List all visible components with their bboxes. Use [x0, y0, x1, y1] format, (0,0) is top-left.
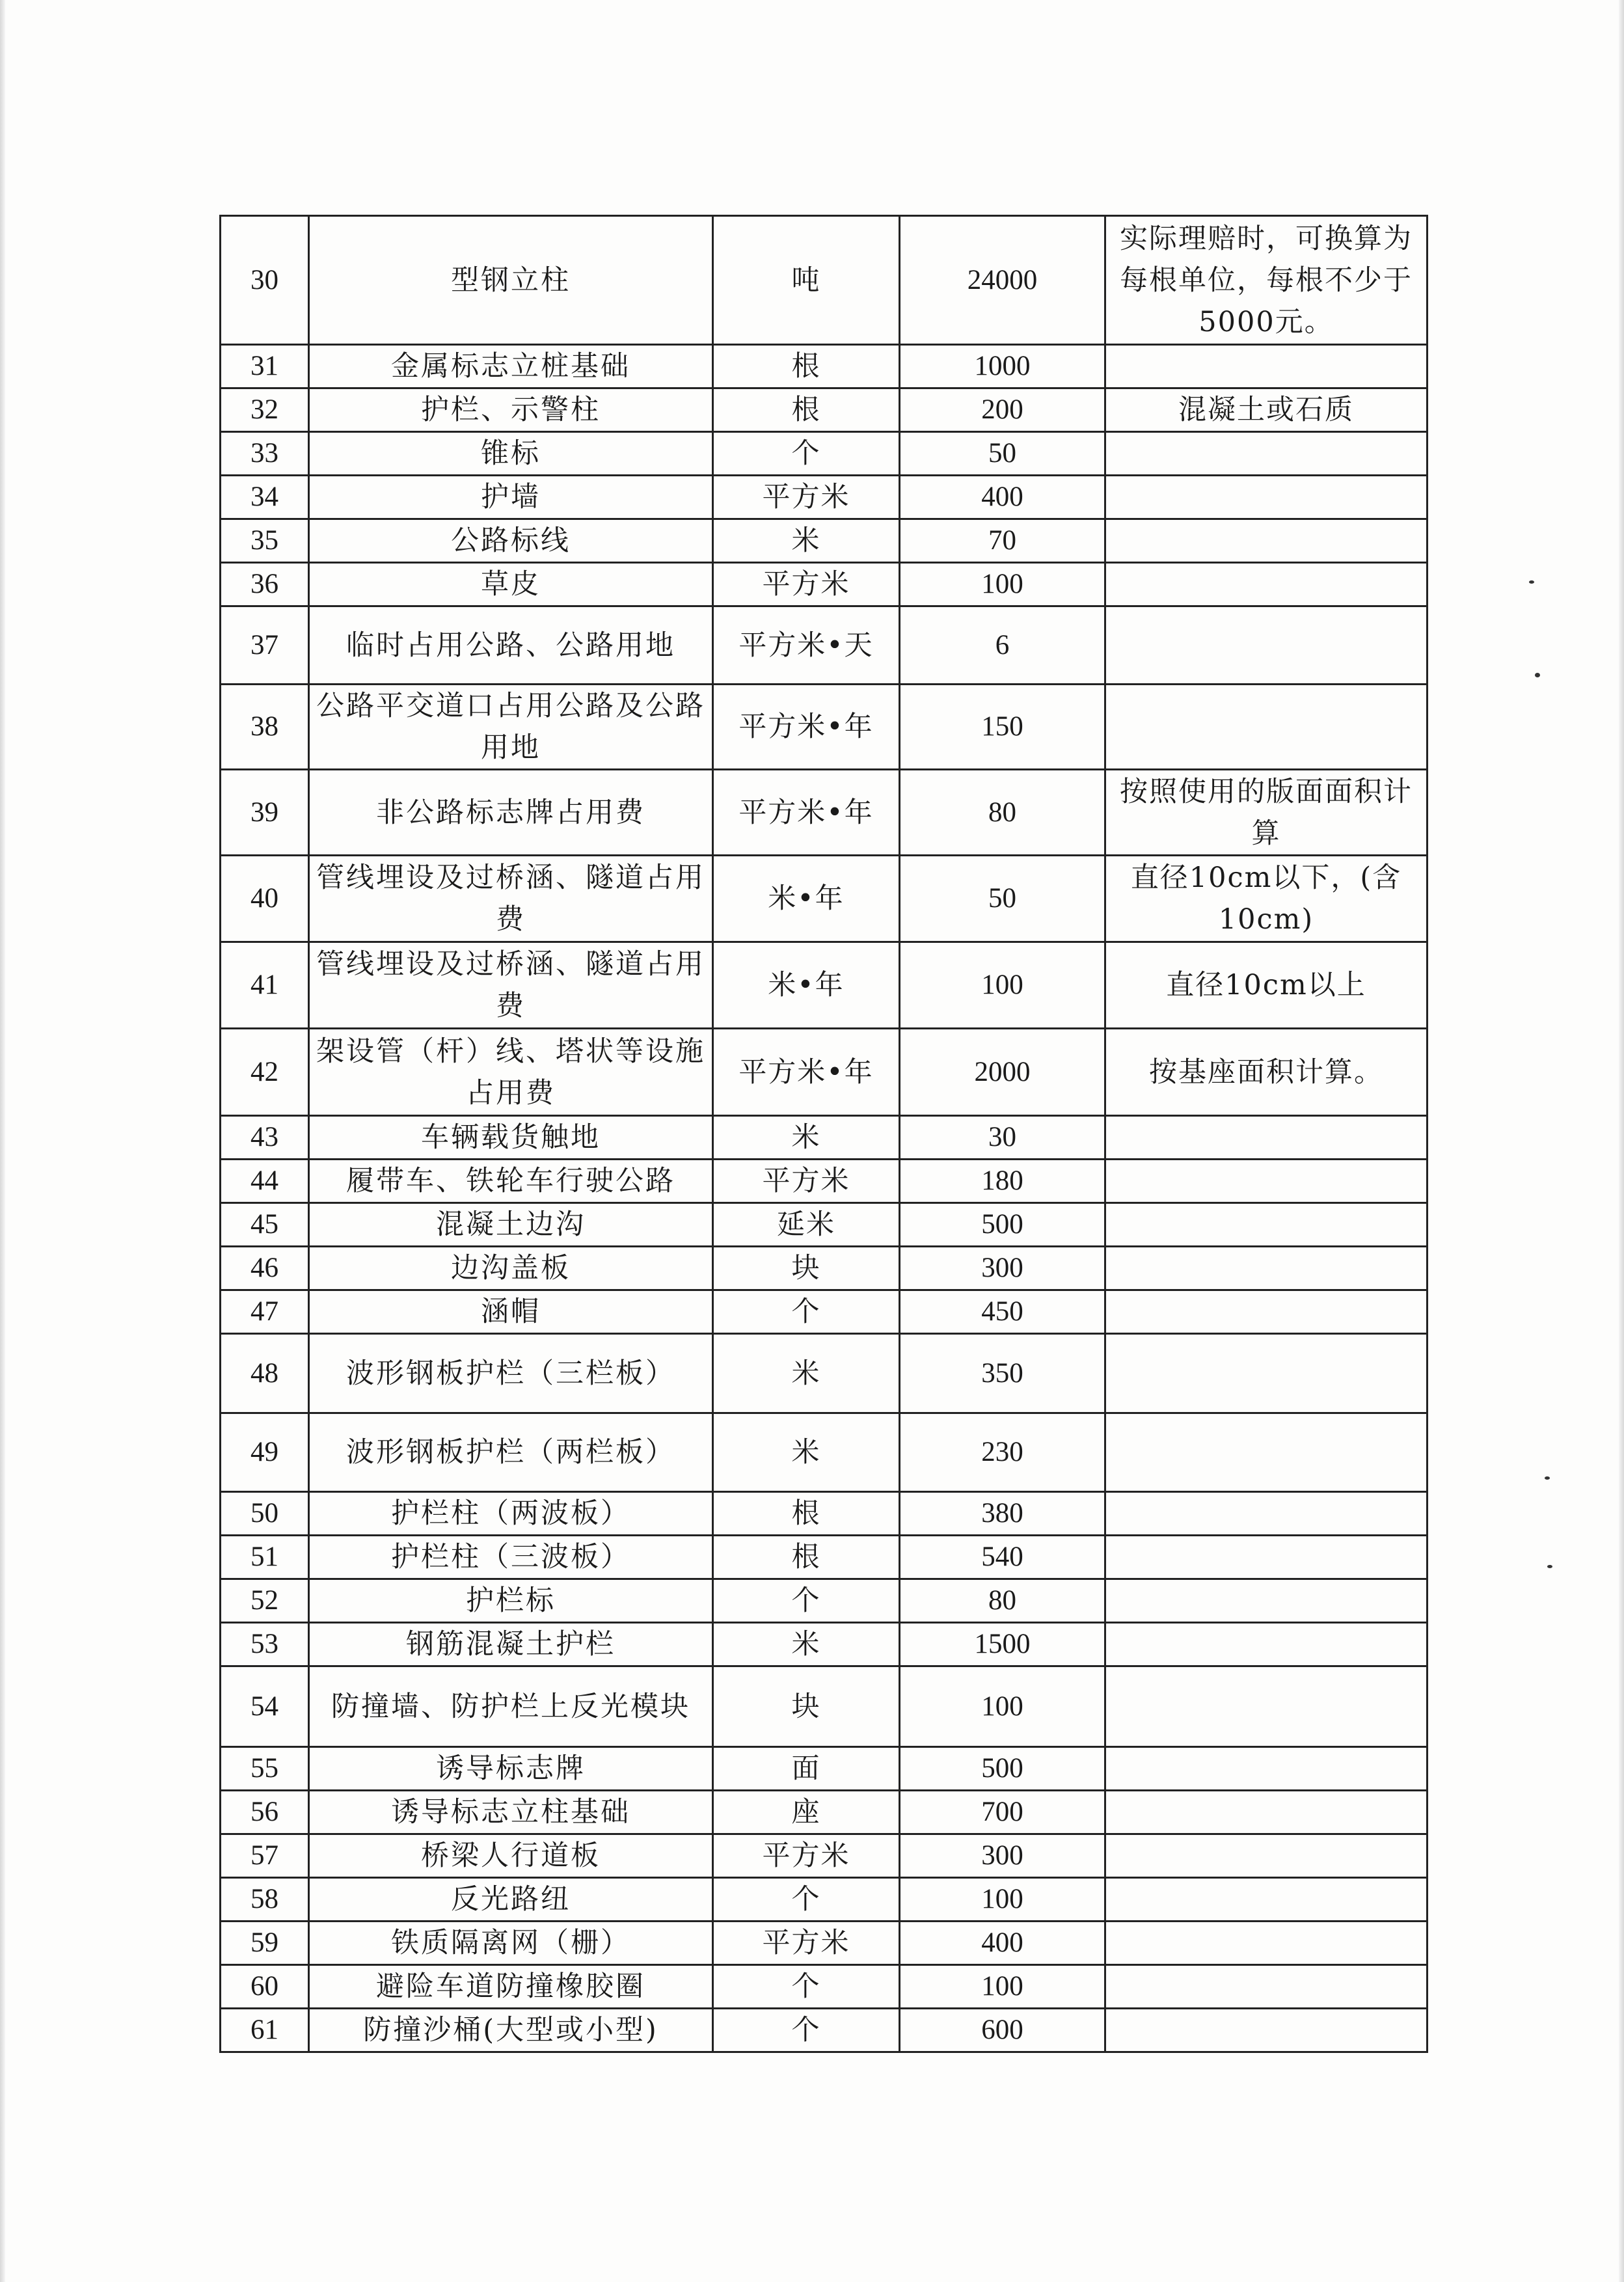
cell-no: 43 [221, 1116, 309, 1160]
table-row [221, 2009, 1428, 2052]
table-row [221, 1290, 1428, 1334]
cell-note [1105, 1203, 1428, 1247]
cell-unit: 米 [713, 1116, 900, 1160]
cell-no: 38 [221, 685, 309, 770]
cell-no: 46 [221, 1247, 309, 1290]
cell-price: 80 [900, 1579, 1105, 1623]
cell-no: 61 [221, 2009, 309, 2052]
cell-unit: 根 [713, 1536, 900, 1579]
cell-unit: 块 [713, 1247, 900, 1290]
cell-note [1105, 1160, 1428, 1203]
cell-no: 53 [221, 1623, 309, 1666]
cell-price: 1500 [900, 1623, 1105, 1666]
cell-note [1105, 1834, 1428, 1878]
cell-name: 桥梁人行道板 [309, 1834, 713, 1878]
cell-name: 边沟盖板 [309, 1247, 713, 1290]
cell-note: 直径10cm以上 [1105, 942, 1428, 1029]
table-row [221, 1029, 1428, 1116]
cell-name: 反光路纽 [309, 1878, 713, 1922]
cell-price: 100 [900, 1965, 1105, 2009]
cell-unit: 平方米 [713, 476, 900, 519]
scan-speck [1535, 673, 1540, 677]
cell-name: 波形钢板护栏（两栏板） [309, 1413, 713, 1492]
cell-unit: 个 [713, 1290, 900, 1334]
cell-note: 按照使用的版面面积计算 [1105, 770, 1428, 856]
scan-edge-right [1619, 0, 1624, 2282]
cell-price: 6 [900, 606, 1105, 685]
cell-unit: 平方米 [713, 1834, 900, 1878]
cell-price: 450 [900, 1290, 1105, 1334]
cell-price: 200 [900, 388, 1105, 432]
table-row [221, 1834, 1428, 1878]
cell-price: 540 [900, 1536, 1105, 1579]
cell-unit: 根 [713, 345, 900, 388]
cell-unit: 米 [713, 519, 900, 563]
cell-no: 33 [221, 432, 309, 476]
cell-name: 型钢立柱 [309, 216, 713, 345]
cell-no: 42 [221, 1029, 309, 1116]
cell-no: 55 [221, 1747, 309, 1791]
cell-name: 车辆载货触地 [309, 1116, 713, 1160]
cell-note [1105, 1247, 1428, 1290]
cell-name: 护栏标 [309, 1579, 713, 1623]
cell-note [1105, 519, 1428, 563]
cell-note [1105, 1747, 1428, 1791]
table-row [221, 1666, 1428, 1747]
cell-price: 400 [900, 1922, 1105, 1965]
cell-note [1105, 1116, 1428, 1160]
cell-unit: 米•年 [713, 942, 900, 1029]
cell-name: 避险车道防撞橡胶圈 [309, 1965, 713, 2009]
table-row [221, 1747, 1428, 1791]
cell-no: 34 [221, 476, 309, 519]
scan-speck [1545, 1476, 1550, 1480]
table-row [221, 606, 1428, 685]
cell-note [1105, 563, 1428, 606]
cell-note [1105, 685, 1428, 770]
cell-name: 铁质隔离网（栅） [309, 1922, 713, 1965]
cell-no: 35 [221, 519, 309, 563]
cell-note [1105, 1791, 1428, 1834]
cell-unit: 平方米 [713, 1160, 900, 1203]
cell-price: 300 [900, 1247, 1105, 1290]
cell-price: 350 [900, 1334, 1105, 1413]
cell-no: 57 [221, 1834, 309, 1878]
cell-price: 150 [900, 685, 1105, 770]
cell-unit: 米 [713, 1413, 900, 1492]
cell-note [1105, 2009, 1428, 2052]
cell-name: 非公路标志牌占用费 [309, 770, 713, 856]
table-row [221, 1334, 1428, 1413]
table-row [221, 563, 1428, 606]
cell-name: 诱导标志立柱基础 [309, 1791, 713, 1834]
cell-price: 380 [900, 1492, 1105, 1536]
cell-price: 500 [900, 1203, 1105, 1247]
table-row [221, 216, 1428, 345]
cell-price: 24000 [900, 216, 1105, 345]
cell-unit: 个 [713, 1965, 900, 2009]
cell-note: 实际理赔时，可换算为每根单位，每根不少于5000元。 [1105, 216, 1428, 345]
cell-note [1105, 1536, 1428, 1579]
cell-note [1105, 1878, 1428, 1922]
cell-price: 100 [900, 942, 1105, 1029]
cell-note [1105, 345, 1428, 388]
table-row [221, 476, 1428, 519]
cell-price: 70 [900, 519, 1105, 563]
fee-table-body [221, 216, 1428, 2052]
cell-name: 护栏柱（三波板） [309, 1536, 713, 1579]
table-row [221, 1492, 1428, 1536]
cell-no: 51 [221, 1536, 309, 1579]
cell-name: 公路平交道口占用公路及公路用地 [309, 685, 713, 770]
cell-note [1105, 1579, 1428, 1623]
table-row [221, 1965, 1428, 2009]
cell-unit: 个 [713, 432, 900, 476]
table-row [221, 1247, 1428, 1290]
cell-unit: 平方米•年 [713, 770, 900, 856]
cell-name: 公路标线 [309, 519, 713, 563]
cell-unit: 个 [713, 1878, 900, 1922]
cell-price: 80 [900, 770, 1105, 856]
table-row [221, 432, 1428, 476]
table-row [221, 519, 1428, 563]
cell-price: 230 [900, 1413, 1105, 1492]
cell-no: 56 [221, 1791, 309, 1834]
cell-price: 400 [900, 476, 1105, 519]
cell-name: 涵帽 [309, 1290, 713, 1334]
table-row [221, 1203, 1428, 1247]
cell-price: 500 [900, 1747, 1105, 1791]
cell-name: 钢筋混凝土护栏 [309, 1623, 713, 1666]
cell-name: 锥标 [309, 432, 713, 476]
cell-unit: 根 [713, 1492, 900, 1536]
cell-name: 防撞墙、防护栏上反光模块 [309, 1666, 713, 1747]
cell-price: 100 [900, 1878, 1105, 1922]
cell-note: 直径10cm以下，(含10cm) [1105, 856, 1428, 942]
cell-name: 波形钢板护栏（三栏板） [309, 1334, 713, 1413]
cell-name: 混凝土边沟 [309, 1203, 713, 1247]
cell-no: 50 [221, 1492, 309, 1536]
cell-name: 诱导标志牌 [309, 1747, 713, 1791]
cell-name: 管线埋设及过桥涵、隧道占用费 [309, 856, 713, 942]
cell-price: 180 [900, 1160, 1105, 1203]
cell-unit: 平方米•年 [713, 1029, 900, 1116]
cell-price: 50 [900, 856, 1105, 942]
cell-note [1105, 1290, 1428, 1334]
table-row [221, 1791, 1428, 1834]
cell-name: 金属标志立桩基础 [309, 345, 713, 388]
cell-no: 39 [221, 770, 309, 856]
cell-price: 2000 [900, 1029, 1105, 1116]
cell-unit: 米 [713, 1623, 900, 1666]
table-row [221, 942, 1428, 1029]
cell-name: 草皮 [309, 563, 713, 606]
table-row [221, 1160, 1428, 1203]
cell-no: 48 [221, 1334, 309, 1413]
table-row [221, 856, 1428, 942]
cell-unit: 根 [713, 388, 900, 432]
cell-unit: 吨 [713, 216, 900, 345]
table-row [221, 1623, 1428, 1666]
cell-name: 防撞沙桶(大型或小型) [309, 2009, 713, 2052]
fee-table [219, 215, 1428, 2053]
cell-price: 1000 [900, 345, 1105, 388]
cell-no: 58 [221, 1878, 309, 1922]
cell-no: 47 [221, 1290, 309, 1334]
cell-no: 45 [221, 1203, 309, 1247]
cell-note [1105, 606, 1428, 685]
cell-note [1105, 1666, 1428, 1747]
cell-unit: 米 [713, 1334, 900, 1413]
table-row [221, 1579, 1428, 1623]
cell-unit: 平方米 [713, 1922, 900, 1965]
scan-speck [1547, 1565, 1552, 1568]
cell-price: 100 [900, 1666, 1105, 1747]
cell-price: 50 [900, 432, 1105, 476]
cell-name: 护墙 [309, 476, 713, 519]
cell-note [1105, 1922, 1428, 1965]
cell-unit: 平方米 [713, 563, 900, 606]
cell-note [1105, 1334, 1428, 1413]
cell-unit: 块 [713, 1666, 900, 1747]
cell-unit: 平方米•天 [713, 606, 900, 685]
cell-note [1105, 1623, 1428, 1666]
cell-note: 按基座面积计算。 [1105, 1029, 1428, 1116]
table-row [221, 1878, 1428, 1922]
cell-no: 31 [221, 345, 309, 388]
cell-price: 30 [900, 1116, 1105, 1160]
cell-unit: 面 [713, 1747, 900, 1791]
table-row [221, 1116, 1428, 1160]
cell-note [1105, 1413, 1428, 1492]
table-row [221, 1413, 1428, 1492]
cell-name: 护栏柱（两波板） [309, 1492, 713, 1536]
cell-note: 混凝土或石质 [1105, 388, 1428, 432]
cell-no: 52 [221, 1579, 309, 1623]
cell-no: 30 [221, 216, 309, 345]
cell-no: 54 [221, 1666, 309, 1747]
cell-unit: 座 [713, 1791, 900, 1834]
table-row [221, 770, 1428, 856]
cell-price: 700 [900, 1791, 1105, 1834]
cell-unit: 米•年 [713, 856, 900, 942]
cell-unit: 延米 [713, 1203, 900, 1247]
cell-no: 36 [221, 563, 309, 606]
table-row [221, 388, 1428, 432]
cell-no: 37 [221, 606, 309, 685]
cell-note [1105, 1965, 1428, 2009]
cell-name: 架设管（杆）线、塔状等设施占用费 [309, 1029, 713, 1116]
scan-speck [1529, 580, 1534, 584]
cell-no: 59 [221, 1922, 309, 1965]
cell-price: 100 [900, 563, 1105, 606]
table-row [221, 1922, 1428, 1965]
cell-no: 40 [221, 856, 309, 942]
cell-no: 44 [221, 1160, 309, 1203]
cell-name: 管线埋设及过桥涵、隧道占用费 [309, 942, 713, 1029]
cell-unit: 个 [713, 1579, 900, 1623]
table-row [221, 1536, 1428, 1579]
cell-name: 护栏、示警柱 [309, 388, 713, 432]
table-row [221, 345, 1428, 388]
table-row [221, 685, 1428, 770]
cell-note [1105, 432, 1428, 476]
cell-note [1105, 476, 1428, 519]
cell-no: 41 [221, 942, 309, 1029]
cell-unit: 个 [713, 2009, 900, 2052]
cell-name: 履带车、铁轮车行驶公路 [309, 1160, 713, 1203]
cell-no: 60 [221, 1965, 309, 2009]
cell-no: 32 [221, 388, 309, 432]
cell-note [1105, 1492, 1428, 1536]
cell-unit: 平方米•年 [713, 685, 900, 770]
cell-name: 临时占用公路、公路用地 [309, 606, 713, 685]
cell-price: 300 [900, 1834, 1105, 1878]
cell-price: 600 [900, 2009, 1105, 2052]
scan-edge-left [0, 0, 5, 2282]
cell-no: 49 [221, 1413, 309, 1492]
